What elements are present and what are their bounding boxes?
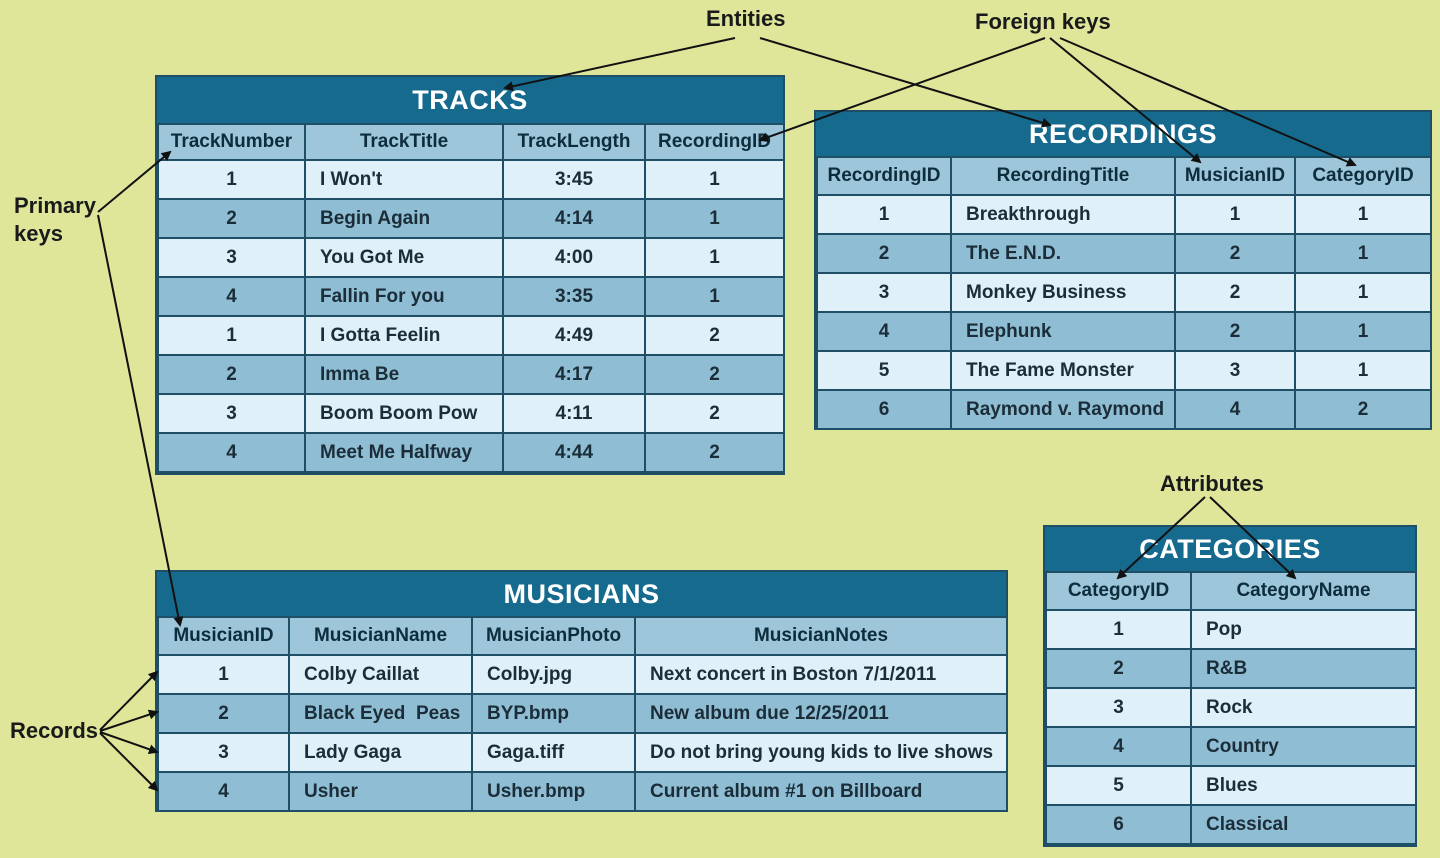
table-cell: 2: [817, 234, 951, 273]
table-row: [158, 199, 784, 238]
table-cell: Rock: [1191, 688, 1416, 727]
table-row: [817, 273, 1431, 312]
table-row: [1046, 610, 1416, 649]
table-row: [817, 195, 1431, 234]
records-label: Records: [10, 718, 99, 743]
table-cell: The E.N.D.: [951, 234, 1175, 273]
table-cell: 1: [1295, 273, 1431, 312]
recordings-col-recordingid: RecordingID: [817, 157, 951, 195]
table-row: [158, 316, 784, 355]
table-cell: Monkey Business: [951, 273, 1175, 312]
tracks-title: TRACKS: [157, 77, 783, 123]
records-arrow-4: [100, 733, 157, 790]
table-row: [158, 160, 784, 199]
tracks-col-tracktitle: TrackTitle: [305, 124, 503, 160]
table-cell: 1: [817, 195, 951, 234]
table-cell: 2: [158, 355, 305, 394]
table-cell: Imma Be: [305, 355, 503, 394]
categories-table: [1043, 525, 1417, 847]
table-cell: 4:44: [503, 433, 645, 472]
table-row: [158, 355, 784, 394]
tracks-table: [155, 75, 785, 475]
table-cell: 1: [158, 160, 305, 199]
table-cell: 4: [817, 312, 951, 351]
table-cell: 1: [1046, 610, 1191, 649]
table-cell: Blues: [1191, 766, 1416, 805]
table-cell: 1: [645, 199, 784, 238]
table-cell: 2: [645, 433, 784, 472]
table-cell: 3:35: [503, 277, 645, 316]
table-cell: 3: [1175, 351, 1295, 390]
table-cell: Elephunk: [951, 312, 1175, 351]
table-cell: 1: [645, 277, 784, 316]
table-cell: 4:49: [503, 316, 645, 355]
table-cell: 2: [1046, 649, 1191, 688]
table-cell: 4: [158, 277, 305, 316]
categories-col-categoryname: CategoryName: [1191, 572, 1416, 610]
table-cell: 4: [1046, 727, 1191, 766]
table-cell: 5: [817, 351, 951, 390]
musicians-title: MUSICIANS: [157, 572, 1006, 616]
recordings-col-categoryid: CategoryID: [1295, 157, 1431, 195]
musicians-table: [155, 570, 1008, 812]
table-cell: 1: [1295, 195, 1431, 234]
recordings-title: RECORDINGS: [816, 112, 1430, 156]
table-cell: Black Eyed Peas: [289, 694, 472, 733]
table-cell: 5: [1046, 766, 1191, 805]
table-cell: R&B: [1191, 649, 1416, 688]
table-cell: I Won't: [305, 160, 503, 199]
table-cell: 2: [158, 199, 305, 238]
records-arrow-2: [100, 712, 157, 731]
table-row: [158, 694, 1007, 733]
table-cell: Next concert in Boston 7/1/2011: [635, 655, 1007, 694]
table-row: [817, 234, 1431, 273]
table-row: [1046, 649, 1416, 688]
table-row: [158, 277, 784, 316]
table-cell: 3: [158, 238, 305, 277]
table-cell: 2: [158, 694, 289, 733]
table-cell: I Gotta Feelin: [305, 316, 503, 355]
musicians-col-musicianid: MusicianID: [158, 617, 289, 655]
attributes-label: Attributes: [1160, 471, 1264, 496]
categories-title: CATEGORIES: [1045, 527, 1415, 571]
table-cell: 4:00: [503, 238, 645, 277]
tracks-col-tracklength: TrackLength: [503, 124, 645, 160]
table-row: [158, 733, 1007, 772]
table-cell: Meet Me Halfway: [305, 433, 503, 472]
table-row: [158, 433, 784, 472]
table-cell: Country: [1191, 727, 1416, 766]
table-row: [158, 772, 1007, 811]
musicians-col-musiciannotes: MusicianNotes: [635, 617, 1007, 655]
table-cell: 6: [817, 390, 951, 429]
table-cell: 1: [1295, 234, 1431, 273]
table-cell: Begin Again: [305, 199, 503, 238]
tracks-col-tracknumber: TrackNumber: [158, 124, 305, 160]
table-cell: The Fame Monster: [951, 351, 1175, 390]
table-cell: 4: [158, 772, 289, 811]
table-cell: Lady Gaga: [289, 733, 472, 772]
table-cell: Usher: [289, 772, 472, 811]
table-row: [158, 655, 1007, 694]
foreign-keys-label: Foreign keys: [975, 9, 1111, 34]
table-cell: 3: [158, 733, 289, 772]
entities-label: Entities: [706, 6, 786, 31]
table-cell: New album due 12/25/2011: [635, 694, 1007, 733]
table-row: [817, 351, 1431, 390]
table-cell: You Got Me: [305, 238, 503, 277]
table-cell: 1: [1175, 195, 1295, 234]
table-cell: 4:14: [503, 199, 645, 238]
table-row: [1046, 766, 1416, 805]
table-row: [1046, 688, 1416, 727]
table-cell: 2: [1175, 273, 1295, 312]
table-cell: Colby.jpg: [472, 655, 635, 694]
table-cell: Do not bring young kids to live shows: [635, 733, 1007, 772]
table-cell: Pop: [1191, 610, 1416, 649]
table-row: [817, 390, 1431, 429]
table-cell: 4:17: [503, 355, 645, 394]
primary-keys-label: [14, 192, 96, 248]
table-cell: 2: [645, 355, 784, 394]
table-cell: Colby Caillat: [289, 655, 472, 694]
table-cell: 1: [1295, 312, 1431, 351]
table-cell: Boom Boom Pow: [305, 394, 503, 433]
categories-col-categoryid: CategoryID: [1046, 572, 1191, 610]
tracks-col-recordingid: RecordingID: [645, 124, 784, 160]
table-cell: 1: [158, 316, 305, 355]
table-cell: Gaga.tiff: [472, 733, 635, 772]
records-arrow-1: [100, 672, 157, 730]
table-cell: 2: [1175, 234, 1295, 273]
primary-keys-label-line1: Primary: [14, 193, 96, 218]
table-cell: BYP.bmp: [472, 694, 635, 733]
table-cell: Current album #1 on Billboard: [635, 772, 1007, 811]
table-cell: 6: [1046, 805, 1191, 844]
records-arrow-3: [100, 732, 157, 752]
table-cell: Raymond v. Raymond: [951, 390, 1175, 429]
table-row: [1046, 805, 1416, 844]
table-cell: 1: [1295, 351, 1431, 390]
table-cell: 3: [817, 273, 951, 312]
table-cell: 3: [1046, 688, 1191, 727]
table-cell: 4:11: [503, 394, 645, 433]
table-cell: 2: [1295, 390, 1431, 429]
table-cell: Classical: [1191, 805, 1416, 844]
table-row: [158, 394, 784, 433]
table-cell: 4: [158, 433, 305, 472]
table-cell: Usher.bmp: [472, 772, 635, 811]
table-cell: 1: [645, 160, 784, 199]
table-row: [1046, 727, 1416, 766]
table-cell: 1: [645, 238, 784, 277]
table-cell: Breakthrough: [951, 195, 1175, 234]
table-cell: 3:45: [503, 160, 645, 199]
table-row: [158, 238, 784, 277]
recordings-col-musicianid: MusicianID: [1175, 157, 1295, 195]
musicians-col-musicianname: MusicianName: [289, 617, 472, 655]
musicians-col-musicianphoto: MusicianPhoto: [472, 617, 635, 655]
table-cell: 3: [158, 394, 305, 433]
table-cell: 4: [1175, 390, 1295, 429]
recordings-table: [814, 110, 1432, 430]
recordings-col-recordingtitle: RecordingTitle: [951, 157, 1175, 195]
table-cell: 2: [645, 316, 784, 355]
table-cell: Fallin For you: [305, 277, 503, 316]
table-cell: 2: [1175, 312, 1295, 351]
table-row: [817, 312, 1431, 351]
table-cell: 2: [645, 394, 784, 433]
table-cell: 1: [158, 655, 289, 694]
primary-keys-label-line2: keys: [14, 221, 63, 246]
